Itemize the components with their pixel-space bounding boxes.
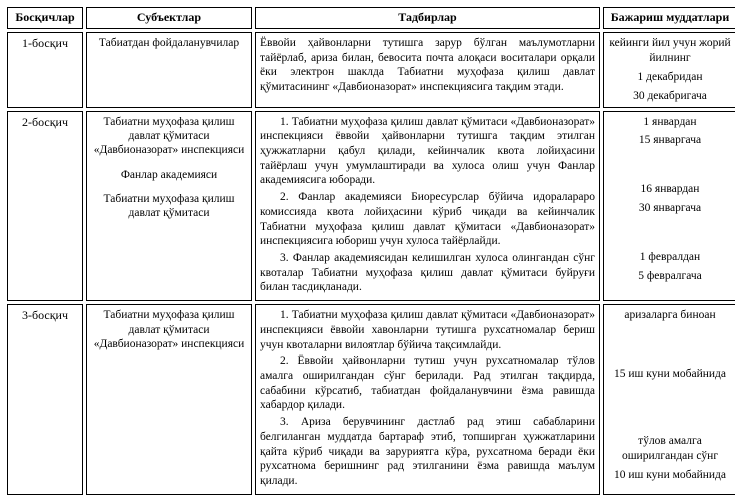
- deadline-item: 16 январдан: [640, 183, 700, 196]
- measures-cell: [255, 304, 600, 495]
- subject-item: Табиатни муҳофаза қилиш давлат қўмитаси: [103, 193, 235, 220]
- deadline-item: 1 февралдан: [639, 251, 701, 264]
- deadline-cell: [603, 32, 735, 108]
- measure-item: 1. Табиатни муҳофаза қилиш давлат қўмитаси «Давбионазорат» инспекцияси ёввойи хавонларни тутишга рухсатномалар бериш учун квоталарни вилоятлар бўйича тақсимлайди.: [260, 309, 595, 351]
- deadline-item: 1 январдан: [643, 115, 697, 128]
- table-row: [7, 32, 735, 108]
- measures-cell: [255, 111, 600, 302]
- deadline-item: аризаларга биноан: [624, 309, 716, 322]
- table-header: [7, 7, 735, 29]
- subject-item: Табиатни муҳофаза қилиш давлат қўмитаси «Давбионазорат» инспекцияси: [93, 115, 245, 157]
- deadline-item: 30 декабригача: [633, 89, 707, 102]
- column-header-measures: Тадбирлар: [255, 7, 600, 29]
- table-row: [7, 111, 735, 302]
- deadline-item: 5 февралгача: [638, 270, 702, 283]
- measure-item: 3. Фанлар академиясидан келишилган хулоса олингандан сўнг квоталар Табиатни муҳофаза қилиш давлат қўмитаси буйруғи билан тасдиқланади.: [260, 252, 595, 294]
- measure-item: Ёввойи ҳайвонларни тутишга зарур бўлган маълумотларни тайёрлаб, ариза билан, бевосита почта алоқаси воситалари орқали ёки электрон шаклда Табиатни муҳофаза қилиш давлат қўмитасининг «Давбионазорат» инспекциясига тақдим этади.: [260, 36, 595, 93]
- subject-cell: [86, 304, 252, 495]
- subject-cell: [86, 111, 252, 302]
- stage-cell: 1-босқич: [7, 32, 83, 108]
- deadline-cell: [603, 111, 735, 302]
- measure-item: 3. Ариза берувчининг дастлаб рад этиш сабабларини белгиланган муддатда бартараф этиб, топширган ҳужжатларини қайта кўриб чиқади ва заруриятга кўра, рухсатнома беради ёки рухсатнома беришнинг рад этилганини ёзма равишда маълум қилади.: [260, 416, 595, 488]
- deadline-item: 1 декабридан: [637, 70, 703, 83]
- stage-cell: 3-босқич: [7, 304, 83, 495]
- deadline-item: 15 январгача: [638, 134, 702, 147]
- process-stages-table: [4, 4, 735, 498]
- table-header-row: [7, 7, 735, 29]
- deadline-item: 15 иш куни мобайнида: [613, 368, 727, 381]
- measure-item: 1. Табиатни муҳофаза қилиш давлат қўмитаси «Давбионазорат» инспекцияси ёввойи ҳайвонларни тутишга тақдим этилган ҳужжатларни қабул қилади, кейинчалик квота лойиҳасини тайёрлаш учун умумлаштиради ва хулоса олиш учун Фанлар академиясига юборади.: [260, 115, 595, 187]
- deadline-item: 30 январгача: [638, 202, 702, 215]
- deadline-cell: [603, 304, 735, 495]
- subject-item: Табиатдан фойдаланувчилар: [98, 36, 240, 49]
- measure-item: 2. Фанлар академияси Биоресурслар бўйича идоралараро комиссияда квота лойиҳасини кўриб чиқади ва кейинчалик Табиатни муҳофаза қилиш давлат қўмитаси «Давбионазорат» инспекциясига юбориш учун хулоса тайёрлайди.: [260, 191, 595, 248]
- table-row: [7, 304, 735, 495]
- deadline-item: 10 иш куни мобайнида: [613, 468, 727, 481]
- stage-cell: 2-босқич: [7, 111, 83, 302]
- subject-item: Табиатни муҳофаза қилиш давлат қўмитаси «Давбионазорат» инспекцияси: [93, 309, 245, 350]
- column-header-deadlines: Бажариш муддатлари: [603, 7, 735, 29]
- column-header-subjects: Субъектлар: [86, 7, 252, 29]
- table-body: [7, 32, 735, 495]
- column-header-stages: Босқичлар: [7, 7, 83, 29]
- measure-item: 2. Ёввойи ҳайвонларни тутиш учун рухсатномалар тўлов амалга оширилгандан сўнг берилади. Рад этилган тақдирда, сабабини кўрсатиб, табиатдан фойдаланувчини ёзма равишда хабардор қилади.: [260, 355, 595, 412]
- measures-cell: [255, 32, 600, 108]
- deadline-item: кейинги йил учун жорий йилнинг: [609, 36, 731, 64]
- subject-item: Фанлар академияси: [120, 168, 218, 181]
- deadline-item: тўлов амалга оширилгандан сўнг: [621, 435, 719, 462]
- subject-cell: [86, 32, 252, 108]
